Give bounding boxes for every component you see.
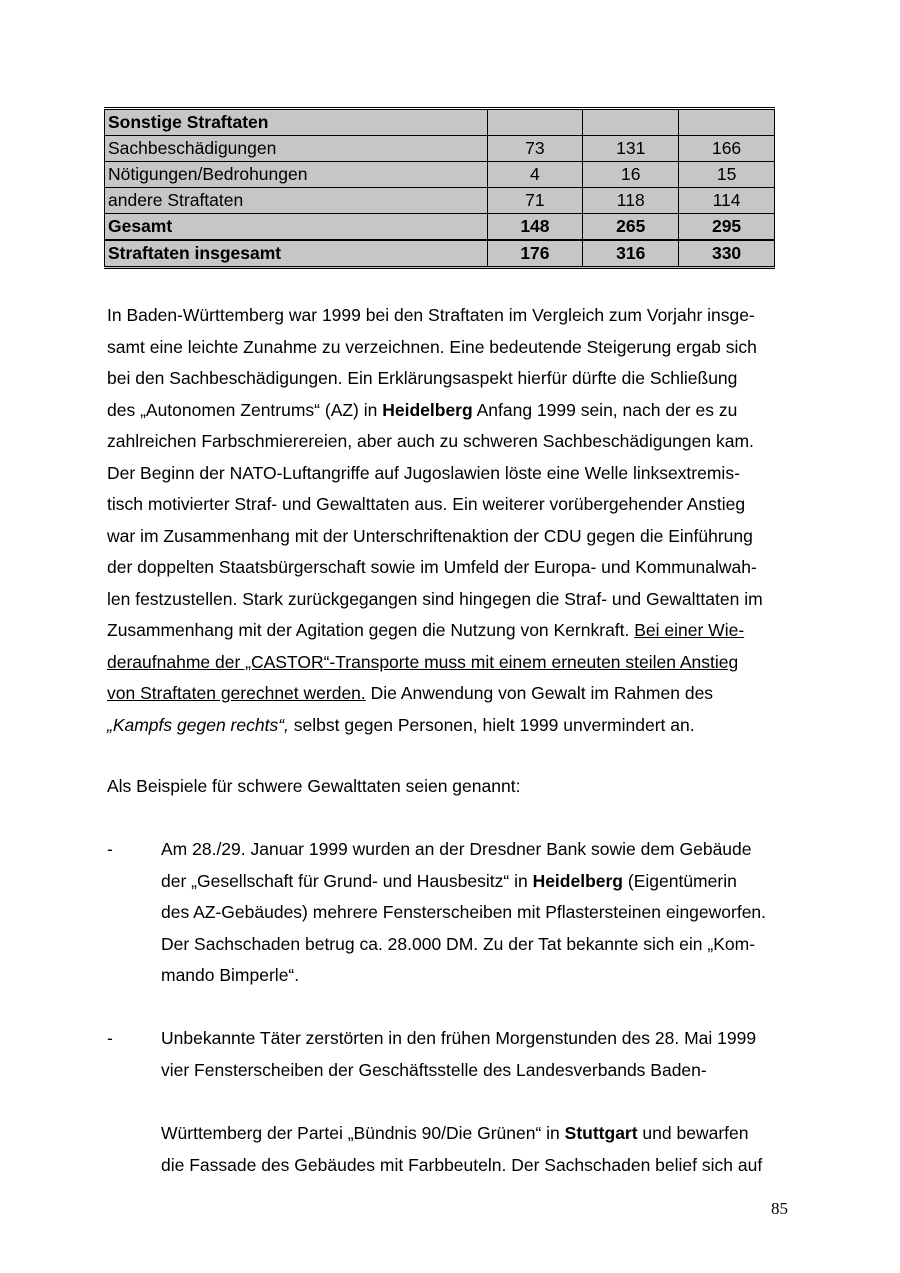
- list-item: [161, 1023, 801, 1086]
- cell-value: 295: [679, 214, 775, 241]
- table-row: [105, 136, 775, 162]
- text-line: Zusammenhang mit der Agitation gegen die Nutzung von Kernkraft. Bei einer Wie-: [107, 620, 745, 640]
- cell-value: 15: [679, 162, 775, 188]
- cell-value: 148: [487, 214, 583, 241]
- list-item: [161, 834, 801, 992]
- text-line: mando Bimperle“.: [161, 965, 300, 985]
- table-row: [105, 188, 775, 214]
- table-row: [105, 162, 775, 188]
- place-name: Heidelberg: [532, 870, 624, 891]
- bullet-dash: -: [107, 839, 113, 859]
- text-line: „Kampfs gegen rechts“, selbst gegen Personen, hielt 1999 unvermindert an.: [107, 714, 695, 735]
- row-label: Gesamt: [105, 214, 488, 241]
- cell-value: 118: [583, 188, 679, 214]
- italic-text: „Kampfs gegen rechts“,: [107, 714, 289, 735]
- text-line: vier Fensterscheiben der Geschäftsstelle des Landesverbands Baden-: [161, 1059, 707, 1080]
- text-line: des AZ-Gebäudes) mehrere Fensterscheiben mit Pflastersteinen eingeworfen.: [161, 902, 767, 922]
- row-label: Sachbeschädigungen: [105, 136, 488, 162]
- intro-paragraph: Als Beispiele für schwere Gewalttaten seien genannt:: [107, 776, 521, 796]
- bullet-dash: -: [107, 1028, 113, 1048]
- cell-value: 166: [679, 136, 775, 162]
- text-line: tisch motivierter Straf- und Gewalttaten aus. Ein weiterer vorübergehender Anstieg: [107, 494, 746, 514]
- table-total-row: [105, 240, 775, 268]
- page-number: 85: [771, 1199, 788, 1218]
- cell-value: 176: [487, 240, 583, 268]
- text-line: der doppelten Staatsbürgerschaft sowie im Umfeld der Europa- und Kommunalwah-: [107, 557, 757, 577]
- place-name: Stuttgart: [564, 1123, 638, 1143]
- statistics-table: [104, 107, 775, 269]
- list-item-continuation: [161, 1118, 801, 1181]
- text-line: von Straftaten gerechnet werden. Die Anwendung von Gewalt im Rahmen des: [107, 683, 714, 703]
- text-line: Württemberg der Partei „Bündnis 90/Die Grünen“ in Stuttgart und bewarfen: [161, 1123, 749, 1143]
- text-line: war im Zusammenhang mit der Unterschriftenaktion der CDU gegen die Einführung: [107, 525, 753, 546]
- cell-value: 114: [679, 188, 775, 214]
- text-line: zahlreichen Farbschmierereien, aber auch zu schweren Sachbeschädigungen kam.: [107, 431, 754, 451]
- row-label: andere Straftaten: [105, 188, 488, 214]
- row-label: Straftaten insgesamt: [105, 240, 488, 268]
- table-subtotal-row: [105, 214, 775, 241]
- row-label: Nötigungen/Bedrohungen: [105, 162, 488, 188]
- text-line: Der Beginn der NATO-Luftangriffe auf Jugoslawien löste eine Welle linksextremis-: [107, 462, 740, 483]
- underlined-text: Bei einer Wie-: [634, 620, 745, 640]
- cell-value: 330: [679, 240, 775, 268]
- place-name: Heidelberg: [382, 399, 473, 420]
- cell-value: 265: [583, 214, 679, 241]
- body-paragraph: [107, 300, 797, 741]
- cell-value: 71: [487, 188, 583, 214]
- underlined-text-line: deraufnahme der „CASTOR“-Transporte muss mit einem erneuten steilen Anstieg: [107, 651, 739, 672]
- table-section-header: Sonstige Straftaten: [105, 109, 488, 136]
- text-line: len festzustellen. Stark zurückgegangen sind hingegen die Straf- und Gewalttaten im: [107, 588, 763, 609]
- cell-value: 131: [583, 136, 679, 162]
- text-line: Am 28./29. Januar 1999 wurden an der Dresdner Bank sowie dem Gebäude: [161, 839, 752, 859]
- text-line: samt eine leichte Zunahme zu verzeichnen. Eine bedeutende Steigerung ergab sich: [107, 336, 757, 357]
- text-line: Unbekannte Täter zerstörten in den frühen Morgenstunden des 28. Mai 1999: [161, 1028, 757, 1048]
- underlined-text: von Straftaten gerechnet werden.: [107, 683, 366, 703]
- text-line: bei den Sachbeschädigungen. Ein Erklärungsaspekt hierfür dürfte die Schließung: [107, 368, 738, 388]
- cell-value: 4: [487, 162, 583, 188]
- text-line: In Baden-Württemberg war 1999 bei den Straftaten im Vergleich zum Vorjahr insge-: [107, 305, 755, 325]
- text-line: der „Gesellschaft für Grund- und Hausbesitz“ in Heidelberg (Eigentümerin: [161, 870, 737, 891]
- text-line: Der Sachschaden betrug ca. 28.000 DM. Zu der Tat bekannte sich ein „Kom-: [161, 933, 756, 954]
- text-line: des „Autonomen Zentrums“ (AZ) in Heidelberg Anfang 1999 sein, nach der es zu: [107, 399, 738, 420]
- cell-value: 316: [583, 240, 679, 268]
- table-section-header-row: [105, 109, 775, 136]
- cell-value: 73: [487, 136, 583, 162]
- text-line: die Fassade des Gebäudes mit Farbbeuteln. Der Sachschaden belief sich auf: [161, 1154, 763, 1175]
- cell-value: 16: [583, 162, 679, 188]
